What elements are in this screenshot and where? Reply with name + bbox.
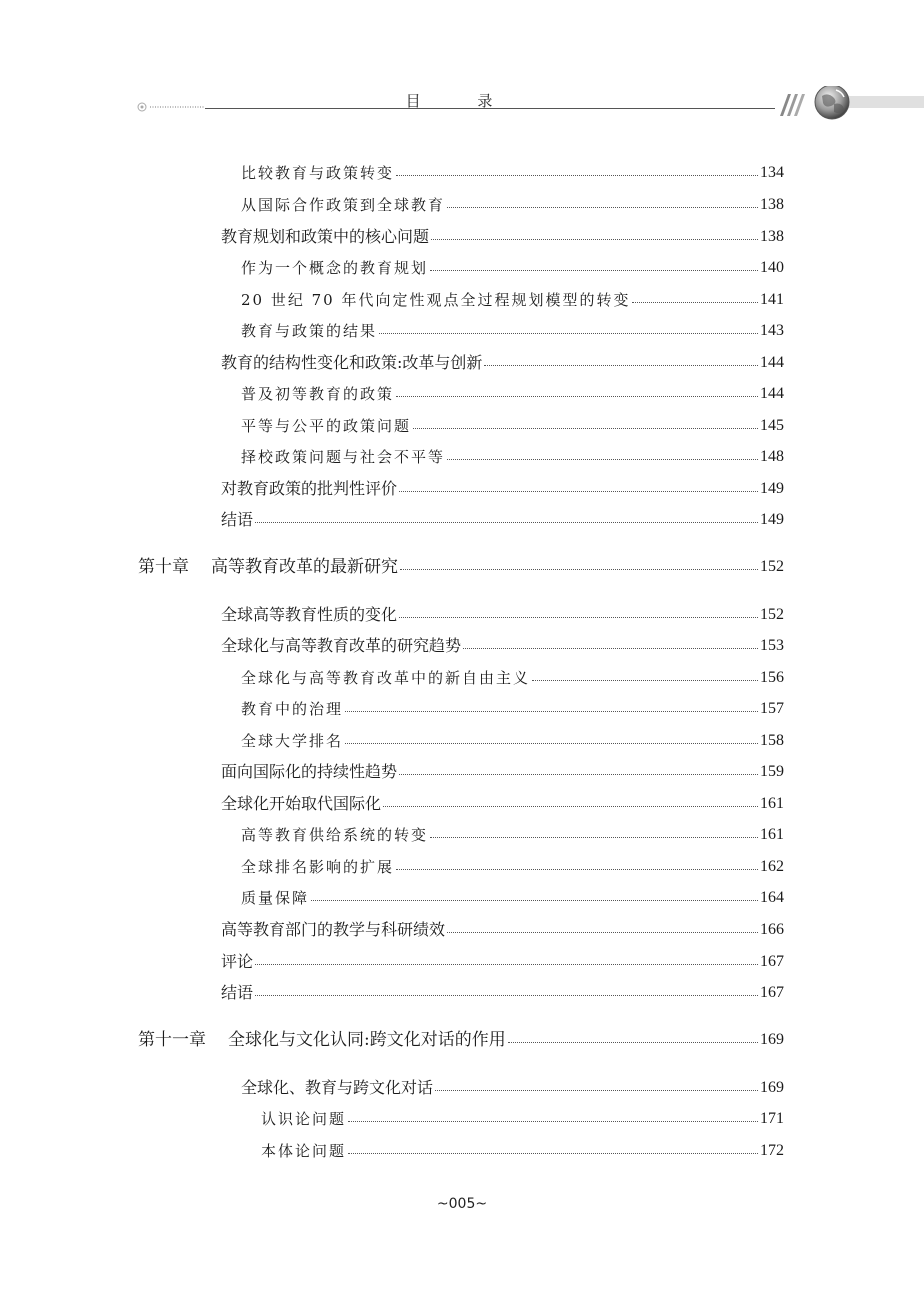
globe-icon	[770, 86, 924, 120]
dot-leader	[532, 680, 758, 681]
entry-title-text: 全球化与文化认同:跨文化对话的作用	[228, 1030, 506, 1050]
entry-title-text: 本体论问题	[261, 1142, 347, 1160]
toc-entry-title	[221, 602, 399, 628]
toc-entry[interactable]	[0, 665, 924, 691]
entry-title-text: 作为一个概念的教育规划	[241, 259, 429, 277]
toc-entry[interactable]	[0, 822, 924, 848]
toc-entry-page: 143	[758, 318, 784, 344]
toc-entry-page: 134	[758, 160, 784, 186]
chapter-number: 第十章	[138, 557, 189, 577]
toc-entry-page: 169	[758, 1027, 784, 1053]
dot-leader	[399, 774, 758, 775]
entry-title-text: 全球高等教育性质的变化	[221, 605, 398, 624]
toc-entry-title	[221, 949, 255, 975]
toc-entry-title	[241, 381, 396, 407]
entry-title-text: 全球排名影响的扩展	[241, 858, 395, 876]
dot-leader	[345, 711, 758, 712]
toc-entry[interactable]	[0, 854, 924, 880]
toc-entry[interactable]	[0, 507, 924, 533]
dot-leader	[396, 396, 758, 397]
entry-title-text: 择校政策问题与社会不平等	[241, 448, 446, 466]
toc-entry-title	[241, 728, 345, 754]
entry-title-text: 教育与政策的结果	[241, 322, 378, 340]
toc-entry-page: 153	[758, 633, 784, 659]
dot-leader	[463, 648, 758, 649]
toc-entry-page: 156	[758, 665, 784, 691]
dot-leader	[447, 207, 758, 208]
toc-entry[interactable]	[0, 350, 924, 376]
toc-entry-title	[241, 665, 532, 691]
dot-leader	[348, 1121, 758, 1122]
toc-entry[interactable]	[0, 224, 924, 250]
toc-entry-page: 141	[758, 287, 784, 313]
dot-leader	[431, 239, 758, 240]
toc-entry-title	[241, 255, 430, 281]
toc-entry-title	[138, 1027, 508, 1053]
toc-entry-page: 144	[758, 381, 784, 407]
toc-entry[interactable]	[0, 633, 924, 659]
entry-title-text: 20 世纪 70 年代向定性观点全过程规划模型的转变	[241, 291, 631, 309]
toc-entry-page: 152	[758, 602, 784, 628]
dot-leader	[379, 333, 758, 334]
dot-leader	[413, 428, 758, 429]
toc-entry-title	[221, 476, 399, 502]
toc-entry[interactable]	[0, 602, 924, 628]
toc-entry[interactable]	[0, 1106, 924, 1132]
toc-entry[interactable]	[0, 444, 924, 470]
toc-entry-title	[241, 696, 345, 722]
dot-leader	[255, 964, 758, 965]
toc-entry-title	[221, 917, 447, 943]
entry-title-text: 比较教育与政策转变	[241, 164, 395, 182]
dot-leader	[383, 806, 758, 807]
toc-entry[interactable]	[0, 728, 924, 754]
chapter-number: 第十一章	[138, 1030, 206, 1050]
toc-entry[interactable]	[0, 381, 924, 407]
toc-entry[interactable]	[0, 413, 924, 439]
toc-entry[interactable]	[0, 255, 924, 281]
toc-entry-title	[221, 791, 383, 817]
dot-leader	[447, 932, 758, 933]
dot-leader	[400, 569, 758, 570]
dot-leader	[396, 175, 758, 176]
dot-leader	[430, 837, 758, 838]
toc-entry-page: 152	[758, 554, 784, 580]
dot-leader	[632, 302, 758, 303]
toc-entry-page: 167	[758, 980, 784, 1006]
dot-leader	[508, 1042, 758, 1043]
toc-entry-title	[138, 554, 400, 580]
entry-title-text: 全球大学排名	[241, 732, 344, 750]
dot-leader	[255, 522, 758, 523]
entry-title-text: 面向国际化的持续性趋势	[221, 762, 398, 781]
entry-title-text: 结语	[221, 510, 254, 529]
toc-entry-page: 138	[758, 192, 784, 218]
toc-entry-page: 138	[758, 224, 784, 250]
entry-title-text: 评论	[221, 952, 254, 971]
entry-title-text: 全球化与高等教育改革的研究趋势	[221, 636, 462, 655]
entry-title-text: 全球化开始取代国际化	[221, 794, 382, 813]
toc-entry-title	[241, 287, 632, 313]
dot-leader	[345, 743, 758, 744]
toc-entry-title	[221, 759, 399, 785]
toc-entry-page: 161	[758, 791, 784, 817]
entry-title-text: 教育的结构性变化和政策:改革与创新	[221, 353, 483, 372]
dot-leader	[399, 617, 758, 618]
toc-entry-title	[221, 224, 431, 250]
toc-entry-page: 149	[758, 476, 784, 502]
toc-entry[interactable]	[0, 759, 924, 785]
entry-title-text: 从国际合作政策到全球教育	[241, 196, 446, 214]
entry-title-text: 高等教育改革的最新研究	[211, 557, 398, 577]
toc-entry-title	[261, 1106, 348, 1132]
toc-entry-title	[241, 885, 311, 911]
header-title: 目 录	[405, 92, 519, 110]
toc-entry[interactable]	[0, 885, 924, 911]
toc-entry[interactable]	[0, 696, 924, 722]
toc-entry[interactable]	[0, 476, 924, 502]
toc-entry-page: 172	[758, 1138, 784, 1164]
toc-entry[interactable]	[0, 160, 924, 186]
dot-leader	[399, 491, 758, 492]
toc-entry-page: 158	[758, 728, 784, 754]
entry-title-text: 平等与公平的政策问题	[241, 417, 412, 435]
entry-title-text: 全球化与高等教育改革中的新自由主义	[241, 669, 531, 687]
toc-entry-page: 169	[758, 1075, 784, 1101]
toc-entry[interactable]	[0, 1138, 924, 1164]
toc-entry-page: 140	[758, 255, 784, 281]
toc-entry[interactable]	[0, 192, 924, 218]
entry-title-text: 结语	[221, 983, 254, 1002]
toc-entry-page: 167	[758, 949, 784, 975]
toc-entry-title	[221, 350, 484, 376]
toc-entry[interactable]	[0, 917, 924, 943]
entry-title-text: 教育中的治理	[241, 700, 344, 718]
entry-title-text: 对教育政策的批判性评价	[221, 479, 398, 498]
toc-entry-page: 148	[758, 444, 784, 470]
toc-entry-page: 157	[758, 696, 784, 722]
running-header	[0, 0, 924, 140]
toc-entry-page: 145	[758, 413, 784, 439]
toc-entry-title	[221, 980, 255, 1006]
toc-entry-page: 164	[758, 885, 784, 911]
toc-entry[interactable]	[0, 318, 924, 344]
dot-leader	[348, 1153, 758, 1154]
toc-entry-title	[241, 854, 396, 880]
toc-entry[interactable]	[0, 949, 924, 975]
dot-leader	[484, 365, 758, 366]
entry-title-text: 教育规划和政策中的核心问题	[221, 227, 430, 246]
dot-leader	[396, 869, 758, 870]
toc-entry-title	[261, 1138, 348, 1164]
toc-entry-page: 144	[758, 350, 784, 376]
toc-entry-page: 171	[758, 1106, 784, 1132]
toc-entry-title	[241, 192, 447, 218]
toc-chapter-entry[interactable]	[0, 1027, 924, 1053]
dot-leader	[430, 270, 758, 271]
entry-title-text: 高等教育部门的教学与科研绩效	[221, 920, 446, 939]
page-number: ~005~	[436, 1196, 488, 1212]
entry-title-text: 高等教育供给系统的转变	[241, 826, 429, 844]
toc-entry[interactable]	[0, 287, 924, 313]
toc-entry[interactable]	[0, 791, 924, 817]
toc-entry-page: 166	[758, 917, 784, 943]
toc-entry-title	[241, 1075, 435, 1101]
toc-entry-page: 149	[758, 507, 784, 533]
toc-entry[interactable]	[0, 980, 924, 1006]
toc-entry-page: 159	[758, 759, 784, 785]
toc-entry-title	[221, 507, 255, 533]
toc-entry-title	[241, 822, 430, 848]
toc-entry-title	[241, 160, 396, 186]
toc-entry-title	[241, 444, 447, 470]
toc-entry-title	[221, 633, 463, 659]
dot-leader	[255, 995, 758, 996]
entry-title-text: 全球化、教育与跨文化对话	[241, 1078, 434, 1097]
dot-leader	[435, 1090, 758, 1091]
entry-title-text: 质量保障	[241, 889, 310, 907]
dot-leader	[311, 900, 758, 901]
toc-chapter-entry[interactable]	[0, 554, 924, 580]
dot-leader	[447, 459, 758, 460]
toc-entry-page: 161	[758, 822, 784, 848]
entry-title-text: 普及初等教育的政策	[241, 385, 395, 403]
entry-title-text: 认识论问题	[261, 1110, 347, 1128]
toc-entry[interactable]	[0, 1075, 924, 1101]
toc-entry-title	[241, 413, 413, 439]
toc-entry-page: 162	[758, 854, 784, 880]
toc-entry-title	[241, 318, 379, 344]
